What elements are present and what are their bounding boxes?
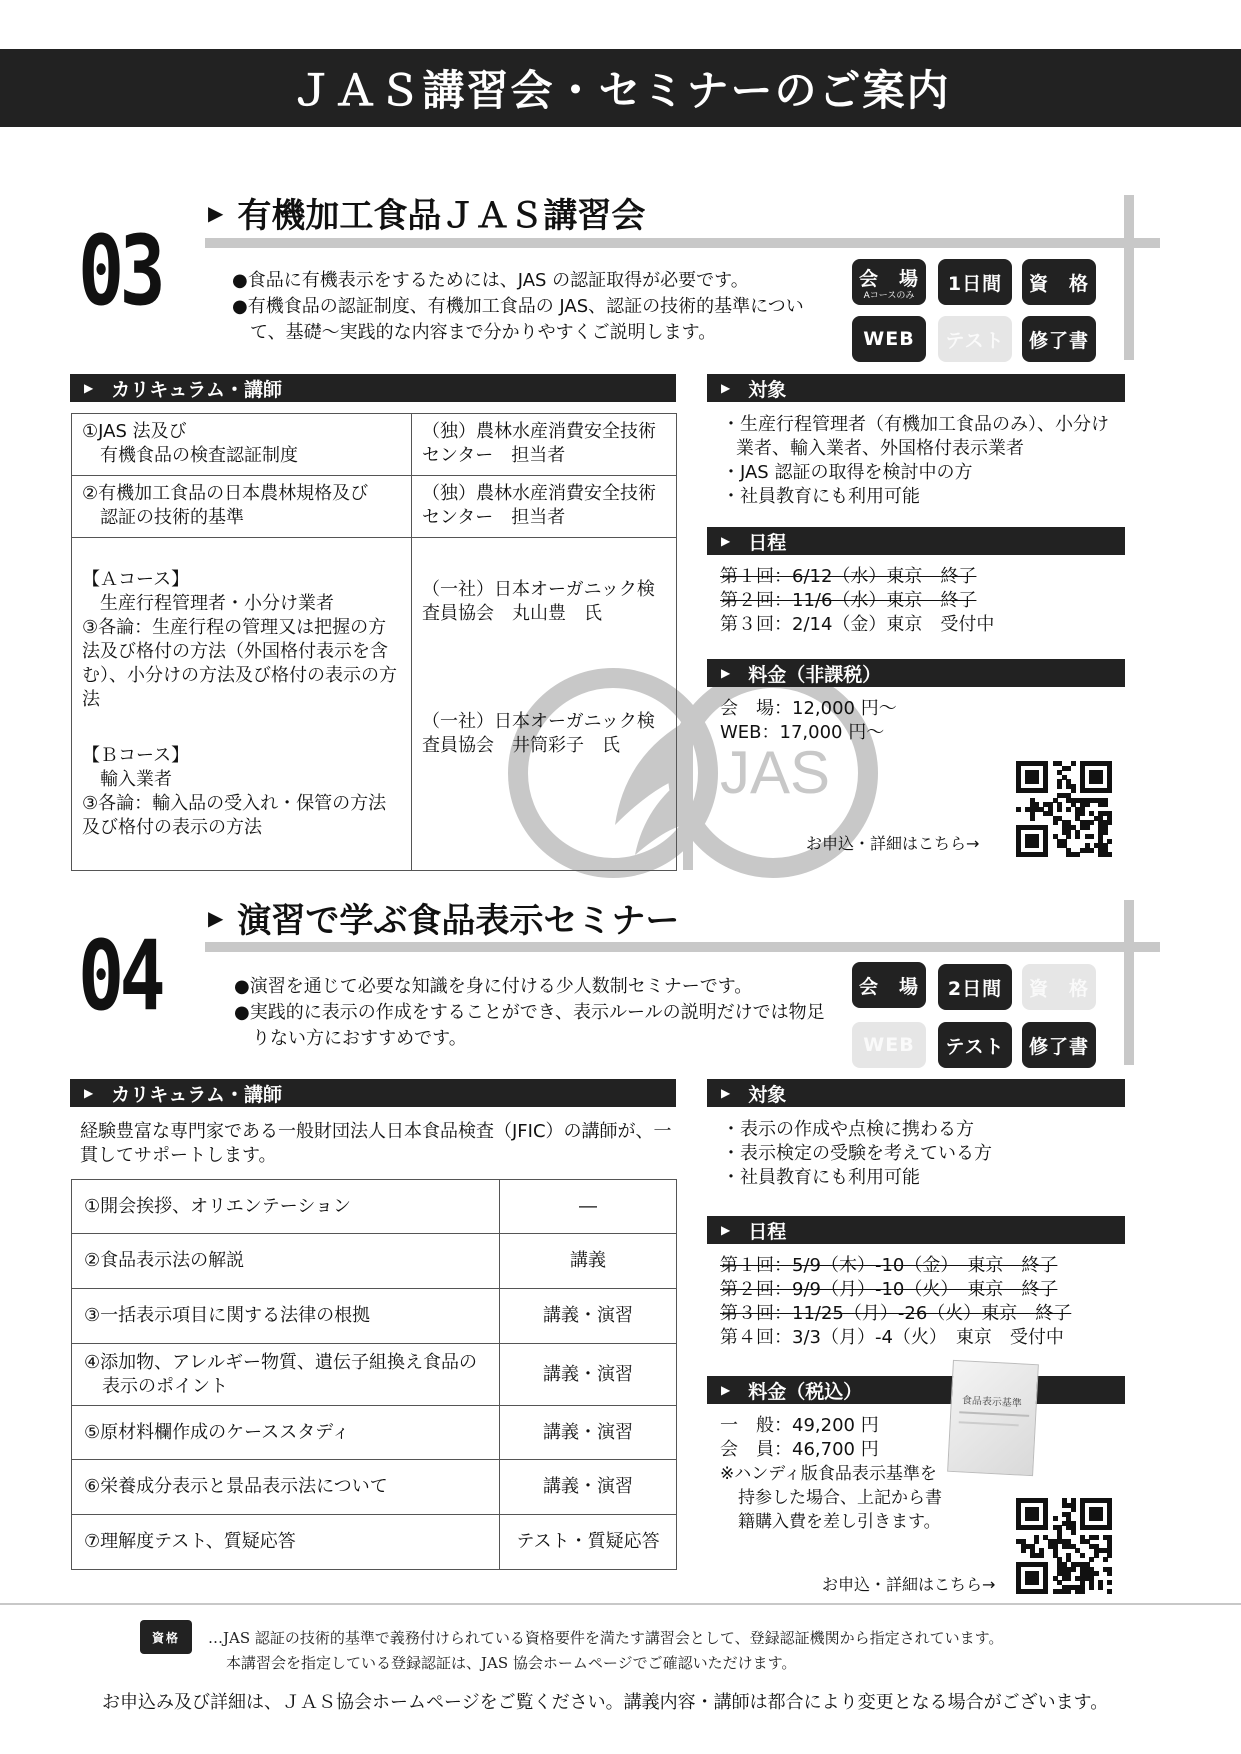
venue-badge: 会 場 — [852, 962, 926, 1008]
curriculum-type: テスト・質疑応答 — [500, 1515, 677, 1570]
target-bar — [707, 374, 1125, 402]
qr-module — [1043, 788, 1048, 793]
table-row — [72, 1289, 677, 1344]
bar-label: 日程 — [748, 1220, 787, 1243]
qr-module — [1089, 820, 1094, 825]
web-badge: WEB — [852, 316, 926, 362]
schedule-bar — [707, 1216, 1125, 1244]
schedule-item: 第４回：3/3（月）-4（火） 東京 受付中 — [720, 1327, 1064, 1348]
curriculum-table — [71, 413, 677, 871]
curriculum-content: ③一括表示項目に関する法律の根拠 — [72, 1289, 500, 1344]
triangle-icon: ▶ — [208, 200, 224, 225]
web-badge: WEB — [852, 1022, 926, 1068]
page-header — [0, 49, 1241, 127]
table-row — [72, 1515, 677, 1570]
qr-code[interactable] — [1016, 761, 1112, 857]
qualification-badge: 資 格 — [1022, 259, 1096, 305]
bullet-item: ●実践的に表示の作成をすることができ、表示ルールの説明だけでは物足りない方におすすめです。 — [234, 1002, 825, 1049]
curriculum-content: ④添加物、アレルギー物質、遺伝子組換え食品の表示のポイント — [72, 1344, 500, 1406]
qr-module — [1075, 834, 1080, 839]
qr-module — [1071, 1530, 1076, 1535]
qr-module — [1089, 848, 1094, 853]
bar-label: 料金（税込） — [748, 1380, 863, 1403]
list-item: ・生産行程管理者（有機加工食品のみ）、小分け業者、輸入業者、外国格付表示業者 — [722, 414, 1109, 459]
target-bar — [707, 1079, 1125, 1107]
bar-label: 料金（非課税） — [748, 663, 882, 686]
qr-module — [1066, 766, 1071, 771]
curriculum-content: ②食品表示法の解説 — [72, 1234, 500, 1289]
qr-module — [1107, 1580, 1112, 1585]
triangle-icon: ▶ — [721, 1086, 731, 1100]
qr-module — [1107, 852, 1112, 857]
curriculum-type: 講義・演習 — [500, 1406, 677, 1460]
fee-list — [720, 1414, 946, 1534]
logo-text: JAS — [719, 739, 831, 806]
section-title — [208, 893, 679, 942]
qualification-note-badge: 資格 — [140, 1620, 192, 1654]
days-badge: 2日間 — [938, 964, 1012, 1010]
target-list — [722, 413, 1122, 509]
schedule-item: 第１回：6/12（水）東京 終了 — [720, 566, 977, 587]
list-item: ・社員教育にも利用可能 — [722, 486, 920, 507]
schedule-list — [720, 565, 1120, 637]
table-row — [72, 1344, 677, 1406]
qr-module — [1071, 761, 1076, 766]
curriculum-type: 講義・演習 — [500, 1344, 677, 1406]
schedule-item: 第１回：5/9（木）-10（金） 東京 終了 — [720, 1255, 1058, 1276]
footer-closing: お申込み及び詳細は、ＪＡＳ協会ホームページをご覧ください。講義内容・講師は都合により変更となる場合がございます。 — [102, 1692, 1109, 1713]
qr-module — [1098, 1516, 1103, 1521]
divider — [1124, 900, 1134, 1065]
table-row — [72, 1234, 677, 1289]
table-row — [72, 1406, 677, 1460]
section-number: 03 — [78, 215, 161, 327]
curriculum-content: ⑦理解度テスト、質疑応答 — [72, 1515, 500, 1570]
qr-module — [1034, 779, 1039, 784]
fee-note: ※ハンディ版食品表示基準を持参した場合、上記から書籍購入費を差し引きます。 — [720, 1464, 942, 1532]
badge-sub-label: Aコースのみ — [863, 290, 915, 301]
qr-module — [1103, 1557, 1108, 1562]
curriculum-content: ①JAS 法及び 有機食品の検査認証制度 — [72, 414, 412, 476]
qr-module — [1089, 834, 1094, 839]
table-row — [72, 476, 677, 538]
qr-module — [1107, 820, 1112, 825]
curriculum-type: ― — [500, 1180, 677, 1234]
qr-module — [1080, 1589, 1085, 1594]
fee-item: 一 般：49,200 円 — [720, 1415, 879, 1436]
bar-label: カリキュラム・講師 — [111, 1083, 283, 1106]
schedule-item: 第３回：11/25（月）-26（火）東京 終了 — [720, 1303, 1072, 1324]
qr-module — [1107, 1525, 1112, 1530]
triangle-icon: ▶ — [208, 905, 224, 930]
footer-note: 本講習会を指定している登録認証は、JAS 協会ホームページでご確認いただけます。 — [226, 1654, 797, 1672]
book-title: 食品表示基準 — [961, 1395, 1023, 1410]
qr-module — [1085, 802, 1090, 807]
curriculum-bar — [70, 374, 676, 402]
curriculum-content: ②有機加工食品の日本農林規格及び 認証の技術的基準 — [72, 476, 412, 538]
list-item: ・社員教育にも利用可能 — [722, 1167, 920, 1188]
qr-module — [1094, 1571, 1099, 1576]
qr-module — [1034, 843, 1039, 848]
qr-module — [1107, 1589, 1112, 1594]
qr-code[interactable] — [1016, 1498, 1112, 1594]
qr-module — [1098, 1585, 1103, 1590]
qr-module — [1066, 1576, 1071, 1581]
table-row — [72, 538, 677, 871]
footer-note: …JAS 認証の技術的基準で義務付けられている資格要件を満たす講習会として、登録認証機関から指定されています。 — [208, 1629, 1004, 1647]
course-a-text: 【Ａコース】 生産行程管理者・小分け業者 ③各論：生産行程の管理又は把握の方法及び格付の方法（外国格付表示を含む）、小分けの方法及び格付の表示の方法 — [82, 569, 397, 710]
qualification-badge: 資 格 — [1022, 964, 1096, 1010]
schedule-bar — [707, 527, 1125, 555]
qr-module — [1066, 807, 1071, 812]
qr-module — [1103, 802, 1108, 807]
section-description — [232, 268, 832, 346]
qr-module — [1066, 1589, 1071, 1594]
venue-badge — [852, 259, 926, 305]
qr-module — [1034, 1539, 1039, 1544]
fee-item: WEB：17,000 円～ — [720, 722, 885, 743]
qr-module — [1107, 1571, 1112, 1576]
table-row — [72, 1460, 677, 1515]
qr-module — [1053, 1516, 1058, 1521]
triangle-icon: ▶ — [84, 1086, 94, 1100]
triangle-icon: ▶ — [721, 1223, 731, 1237]
qr-module — [1039, 1553, 1044, 1558]
qr-module — [1107, 1553, 1112, 1558]
target-list — [722, 1118, 1122, 1190]
qr-module — [1107, 788, 1112, 793]
curriculum-content — [72, 538, 412, 871]
divider — [205, 942, 1160, 952]
section-description — [234, 974, 834, 1052]
test-badge: テスト — [938, 316, 1012, 362]
bar-label: カリキュラム・講師 — [111, 378, 283, 401]
test-badge: テスト — [938, 1022, 1012, 1068]
qr-module — [1066, 834, 1071, 839]
qr-module — [1094, 1553, 1099, 1558]
page-title: ＪＡＳ講習会・セミナーのご案内 — [290, 66, 951, 115]
section-title-text: 演習で学ぶ食品表示セミナー — [237, 901, 680, 941]
qr-module — [1034, 1516, 1039, 1521]
curriculum-type: 講義・演習 — [500, 1289, 677, 1344]
curriculum-table — [71, 1179, 677, 1570]
schedule-item: 第２回：9/9（月）-10（火） 東京 終了 — [720, 1279, 1058, 1300]
curriculum-intro: 経験豊富な専門家である一般財団法人日本食品検査（JFIC）の講師が、一貫してサポートします。 — [80, 1121, 672, 1166]
qr-module — [1043, 1589, 1048, 1594]
bullet-item: ●有機食品の認証制度、有機加工食品の JAS、認証の技術的基準について、基礎～実践的な内容まで分かりやすくご説明します。 — [232, 296, 804, 343]
fee-bar — [707, 1376, 1125, 1404]
list-item: ・表示検定の受験を考えている方 — [722, 1143, 992, 1164]
curriculum-lecturer: （独）農林水産消費安全技術センター 担当者 — [412, 414, 677, 476]
list-item: ・JAS 認証の取得を検討中の方 — [722, 462, 973, 483]
curriculum-type: 講義 — [500, 1234, 677, 1289]
lecturer-b: （一社）日本オーガニック検査員協会 井筒彩子 氏 — [422, 711, 655, 756]
divider — [1124, 195, 1134, 360]
qr-module — [1021, 1548, 1026, 1553]
apply-link[interactable]: お申込・詳細はこちら→ — [806, 834, 980, 853]
qr-module — [1043, 852, 1048, 857]
qr-module — [1080, 1553, 1085, 1558]
divider — [205, 238, 1160, 248]
qr-module — [1075, 852, 1080, 857]
qr-module — [1057, 807, 1062, 812]
lecturer-a: （一社）日本オーガニック検査員協会 丸山豊 氏 — [422, 579, 655, 624]
curriculum-type: 講義・演習 — [500, 1460, 677, 1515]
curriculum-content: ⑥栄養成分表示と景品表示法について — [72, 1460, 500, 1515]
schedule-item: 第２回：11/6（水）東京 終了 — [720, 590, 977, 611]
curriculum-content: ⑤原材料欄作成のケーススタディ — [72, 1406, 500, 1460]
qr-module — [1103, 830, 1108, 835]
triangle-icon: ▶ — [721, 1383, 731, 1397]
footer-divider — [0, 1603, 1241, 1605]
triangle-icon: ▶ — [84, 381, 94, 395]
qr-module — [1089, 1585, 1094, 1590]
days-badge: 1日間 — [938, 259, 1012, 305]
book-image — [947, 1360, 1039, 1476]
bullet-item: ●食品に有機表示をするためには、JAS の認証取得が必要です。 — [232, 270, 749, 291]
triangle-icon: ▶ — [721, 381, 731, 395]
qr-module — [1071, 788, 1076, 793]
qr-module — [1016, 807, 1021, 812]
qr-module — [1107, 839, 1112, 844]
section-title-text: 有機加工食品ＪＡＳ講習会 — [237, 196, 646, 236]
curriculum-lecturer: （独）農林水産消費安全技術センター 担当者 — [412, 476, 677, 538]
qr-module — [1034, 1580, 1039, 1585]
list-item: ・表示の作成や点検に携わる方 — [722, 1119, 974, 1140]
fee-list — [720, 697, 1020, 745]
curriculum-content: ①開会挨拶、オリエンテーション — [72, 1180, 500, 1234]
course-b-text: 【Ｂコース】 輸入業者 ③各論：輸入品の受入れ・保管の方法及び格付の表示の方法 — [82, 745, 387, 838]
fee-item: 会 場：12,000 円～ — [720, 698, 897, 719]
qr-module — [1085, 825, 1090, 830]
qr-module — [1080, 811, 1085, 816]
triangle-icon: ▶ — [721, 666, 731, 680]
bullet-item: ●演習を通じて必要な知識を身に付ける少人数制セミナーです。 — [234, 976, 753, 997]
qr-module — [1094, 1535, 1099, 1540]
qr-module — [1071, 1507, 1076, 1512]
qr-module — [1089, 1557, 1094, 1562]
bar-label: 日程 — [748, 531, 787, 554]
table-row — [72, 414, 677, 476]
triangle-icon: ▶ — [721, 534, 731, 548]
table-row — [72, 1180, 677, 1234]
curriculum-lecturer — [412, 538, 677, 871]
section-title — [208, 188, 645, 237]
apply-link[interactable]: お申込・詳細はこちら→ — [822, 1575, 996, 1594]
fee-bar — [707, 659, 1125, 687]
qr-module — [1053, 820, 1058, 825]
section-number: 04 — [78, 920, 161, 1032]
qr-module — [1057, 784, 1062, 789]
curriculum-bar — [70, 1079, 676, 1107]
qr-module — [1043, 1525, 1048, 1530]
badge-label: 会 場 — [858, 267, 919, 290]
qr-module — [1030, 816, 1035, 821]
qr-module — [1098, 779, 1103, 784]
qr-module — [1071, 1567, 1076, 1572]
certificate-badge: 修了書 — [1022, 1022, 1096, 1068]
schedule-list — [720, 1254, 1130, 1350]
bar-label: 対象 — [748, 1083, 787, 1106]
bar-label: 対象 — [748, 378, 787, 401]
certificate-badge: 修了書 — [1022, 316, 1096, 362]
fee-item: 会 員：46,700 円 — [720, 1439, 879, 1460]
schedule-item: 第３回：2/14（金）東京 受付中 — [720, 614, 995, 635]
